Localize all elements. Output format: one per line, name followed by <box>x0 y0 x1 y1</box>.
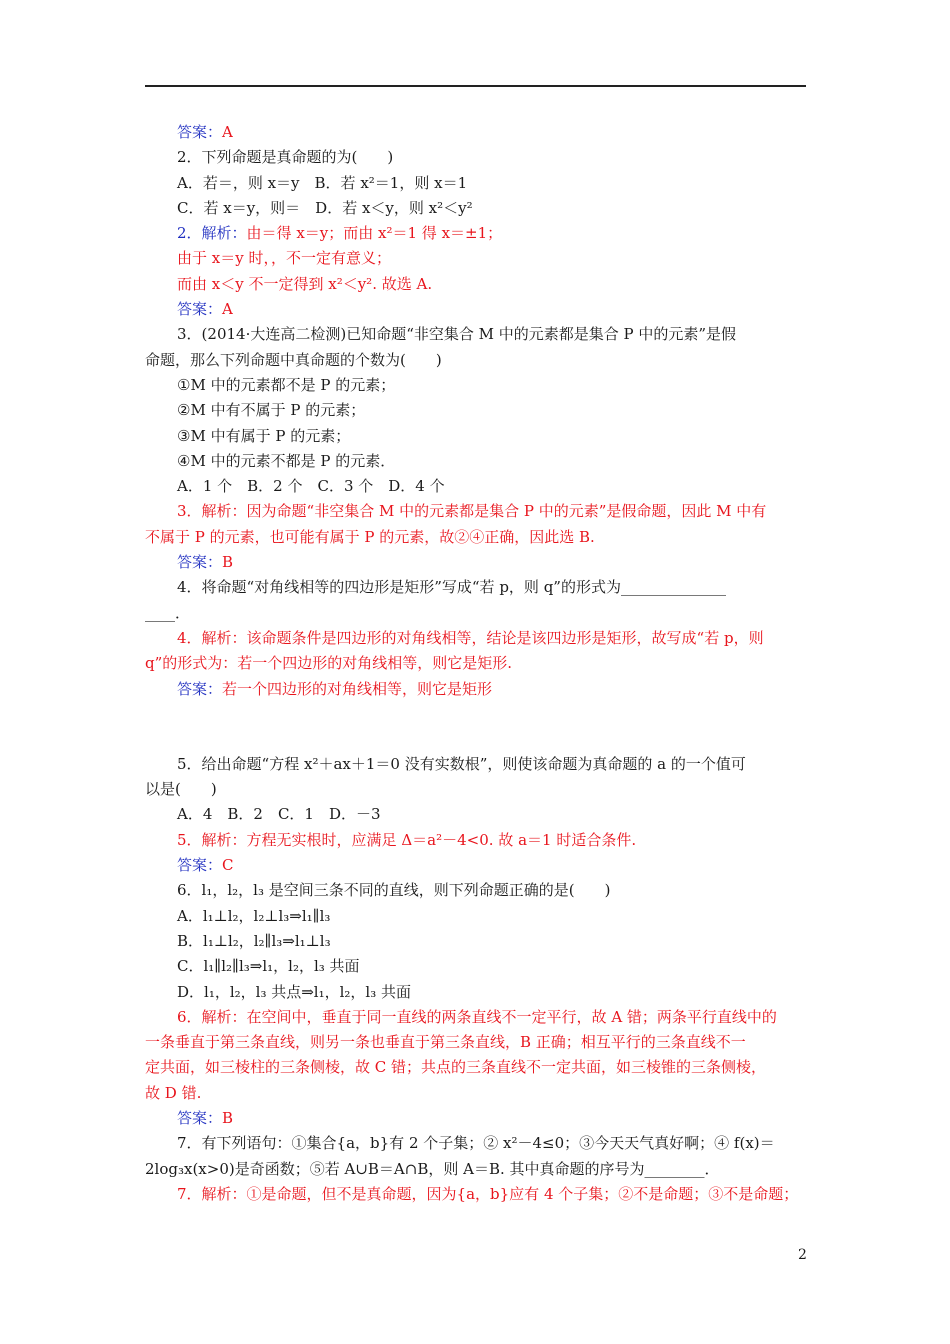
q3-stem-line2: 命题，那么下列命题中真命题的个数为( ) <box>145 350 442 369</box>
q2-options-ab: A．若＝，则 x＝y B．若 x²＝1，则 x＝1 <box>177 173 468 192</box>
q5-options: A．4 B．2 C．1 D．－3 <box>177 805 381 824</box>
q4-stem-line2: ____． <box>145 603 191 622</box>
answer-3: 答案：B <box>177 553 234 572</box>
q3-analysis-line2: 不属于 P 的元素，也可能有属于 P 的元素，故②④正确，因此选 B. <box>145 527 595 546</box>
answer-1: 答案：A <box>177 123 233 141</box>
q3-stem: 3．(2014·大连高二检测)已知命题“非空集合 M 中的元素都是集合 P 中的元素”是假 <box>177 325 737 344</box>
page-number: 2 <box>798 1247 807 1263</box>
q2-options-cd: C．若 x＝y，则＝ D．若 x＜y，则 x²＜y² <box>177 198 473 217</box>
q2-analysis-line3: 而由 x＜y 不一定得到 x²＜y². 故选 A. <box>177 274 433 293</box>
q2-analysis-line2: 由于 x＝y 时，，不一定有意义； <box>177 249 391 268</box>
q7-stem: 7．有下列语句：①集合{a，b}有 2 个子集；② x²－4≤0；③今天天气真好啊；④ f(x)＝ <box>177 1134 775 1153</box>
q7-analysis: 7．解析：①是命题，但不是真命题，因为{a，b}应有 4 个子集；②不是命题；③不是命题； <box>177 1184 799 1203</box>
q5-stem-line2: 以是( ) <box>145 780 217 799</box>
q2-stem: 2．下列命题是真命题的为( ) <box>177 148 394 167</box>
q4-stem: 4．将命题“对角线相等的四边形是矩形”写成“若 p，则 q”的形式为______________ <box>177 578 726 597</box>
section-gap <box>145 702 807 752</box>
q6-stem: 6．l₁，l₂，l₃ 是空间三条不同的直线，则下列命题正确的是( ) <box>177 881 611 900</box>
q4-analysis: 4．解析：该命题条件是四边形的对角线相等，结论是该四边形是矩形，故写成“若 p，则 <box>177 628 764 647</box>
q6-option-c: C．l₁∥l₂∥l₃⇒l₁，l₂，l₃ 共面 <box>177 957 360 976</box>
q3-options: A．1 个 B．2 个 C．3 个 D．4 个 <box>177 477 445 496</box>
q6-option-b: B．l₁⊥l₂，l₂∥l₃⇒l₁⊥l₃ <box>177 931 331 950</box>
answer-5: 答案：C <box>177 856 234 875</box>
q6-analysis: 6．解析：在空间中，垂直于同一直线的两条直线不一定平行，故 A 错；两条平行直线中的 <box>177 1007 777 1026</box>
q3-analysis: 3．解析：因为命题“非空集合 M 中的元素都是集合 P 中的元素”是假命题，因此 M 中有 <box>177 502 767 521</box>
q6-option-a: A．l₁⊥l₂，l₂⊥l₃⇒l₁∥l₃ <box>177 906 331 925</box>
q3-item-2: ②M 中有不属于 P 的元素； <box>177 401 366 420</box>
answer-2: 答案：A <box>177 300 233 319</box>
q7-stem-line2: 2log₃x(x>0)是奇函数；⑤若 A∪B＝A∩B，则 A＝B. 其中真命题的序号为________． <box>145 1159 720 1178</box>
q4-analysis-line2: q”的形式为：若一个四边形的对角线相等，则它是矩形. <box>145 654 513 673</box>
q3-item-1: ①M 中的元素都不是 P 的元素； <box>177 375 396 394</box>
q3-item-3: ③M 中有属于 P 的元素； <box>177 426 351 445</box>
q3-item-4: ④M 中的元素不都是 P 的元素． <box>177 451 396 470</box>
q6-analysis-line4: 故 D 错. <box>145 1083 202 1102</box>
answer-6: 答案：B <box>177 1108 234 1127</box>
q6-option-d: D．l₁，l₂，l₃ 共点⇒l₁，l₂，l₃ 共面 <box>177 982 411 1001</box>
answer-4: 答案：若一个四边形的对角线相等，则它是矩形 <box>177 679 493 698</box>
document-body <box>145 120 807 1207</box>
q6-analysis-line3: 定共面，如三棱柱的三条侧棱，故 C 错；共点的三条直线不一定共面，如三棱锥的三条侧棱， <box>145 1058 767 1077</box>
q5-analysis: 5．解析：方程无实根时，应满足 Δ＝a²－4<0. 故 a＝1 时适合条件. <box>177 830 637 849</box>
q6-analysis-line2: 一条垂直于第三条直线，则另一条也垂直于第三条直线，B 正确；相互平行的三条直线不一 <box>145 1033 746 1052</box>
q2-analysis: 2．解析：由＝得 x＝y；而由 x²＝1 得 x＝±1； <box>177 224 503 243</box>
q5-stem: 5．给出命题“方程 x²＋ax＋1＝0 没有实数根”，则使该命题为真命题的 a 的一个值可 <box>177 754 746 773</box>
header-rule <box>145 85 806 87</box>
